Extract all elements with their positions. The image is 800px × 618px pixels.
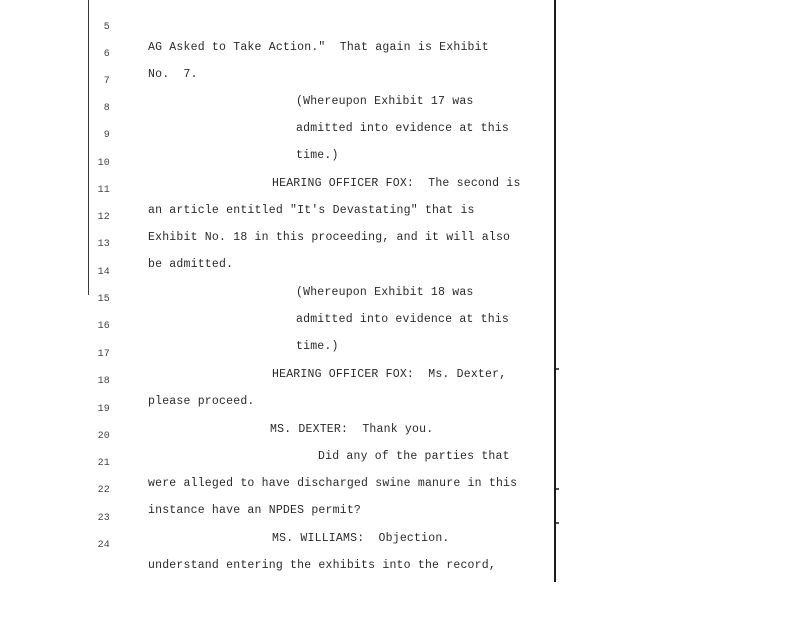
line-text: instance have an NPDES permit? — [148, 504, 362, 517]
line-number: 19 — [97, 404, 110, 415]
line-text: time.) — [296, 340, 339, 353]
margin-tick — [556, 368, 559, 370]
line-number: 22 — [97, 485, 110, 496]
line-number: 23 — [97, 513, 110, 524]
line-text: be admitted. — [148, 258, 234, 271]
line-number: 11 — [97, 185, 110, 196]
line-text: HEARING OFFICER FOX: The second is — [272, 177, 521, 190]
line-number: 14 — [97, 267, 110, 278]
line-text: MS. WILLIAMS: Objection. — [272, 532, 450, 545]
line-text: please proceed. — [148, 395, 255, 408]
line-number: 20 — [97, 431, 110, 442]
right-margin-rule — [554, 0, 556, 582]
line-number: 24 — [97, 540, 110, 551]
line-number: 10 — [97, 158, 110, 169]
line-text: understand entering the exhibits into the record, — [148, 559, 496, 572]
line-text: (Whereupon Exhibit 18 was — [296, 286, 474, 299]
line-text: were alleged to have discharged swine manure in this — [148, 477, 518, 490]
transcript-line — [0, 0, 550, 54]
line-number: 6 — [103, 49, 110, 60]
line-number: 16 — [97, 321, 110, 332]
line-text: admitted into evidence at this — [296, 122, 510, 135]
line-text: (Whereupon Exhibit 17 was — [296, 95, 474, 108]
line-number: 21 — [97, 458, 110, 469]
line-number: 7 — [103, 76, 110, 87]
line-text: time.) — [296, 149, 339, 162]
line-number: 15 — [97, 294, 110, 305]
line-number: 8 — [103, 103, 110, 114]
margin-tick — [556, 522, 559, 524]
line-number: 9 — [103, 130, 110, 141]
line-text: MS. DEXTER: Thank you. — [270, 423, 434, 436]
line-text: HEARING OFFICER FOX: Ms. Dexter, — [272, 368, 507, 381]
line-text: No. 7. — [148, 68, 198, 81]
line-text: AG Asked to Take Action." That again is Exhibit — [148, 41, 489, 54]
line-number: 17 — [97, 349, 110, 360]
line-number: 5 — [103, 22, 110, 33]
line-text: an article entitled "It's Devastating" that is — [148, 204, 475, 217]
line-text: Did any of the parties that — [318, 450, 510, 463]
margin-tick — [556, 488, 559, 490]
line-number: 13 — [97, 239, 110, 250]
line-text: admitted into evidence at this — [296, 313, 510, 326]
line-number: 12 — [97, 212, 110, 223]
line-text: Exhibit No. 18 in this proceeding, and it will also — [148, 231, 511, 244]
line-number: 18 — [97, 376, 110, 387]
